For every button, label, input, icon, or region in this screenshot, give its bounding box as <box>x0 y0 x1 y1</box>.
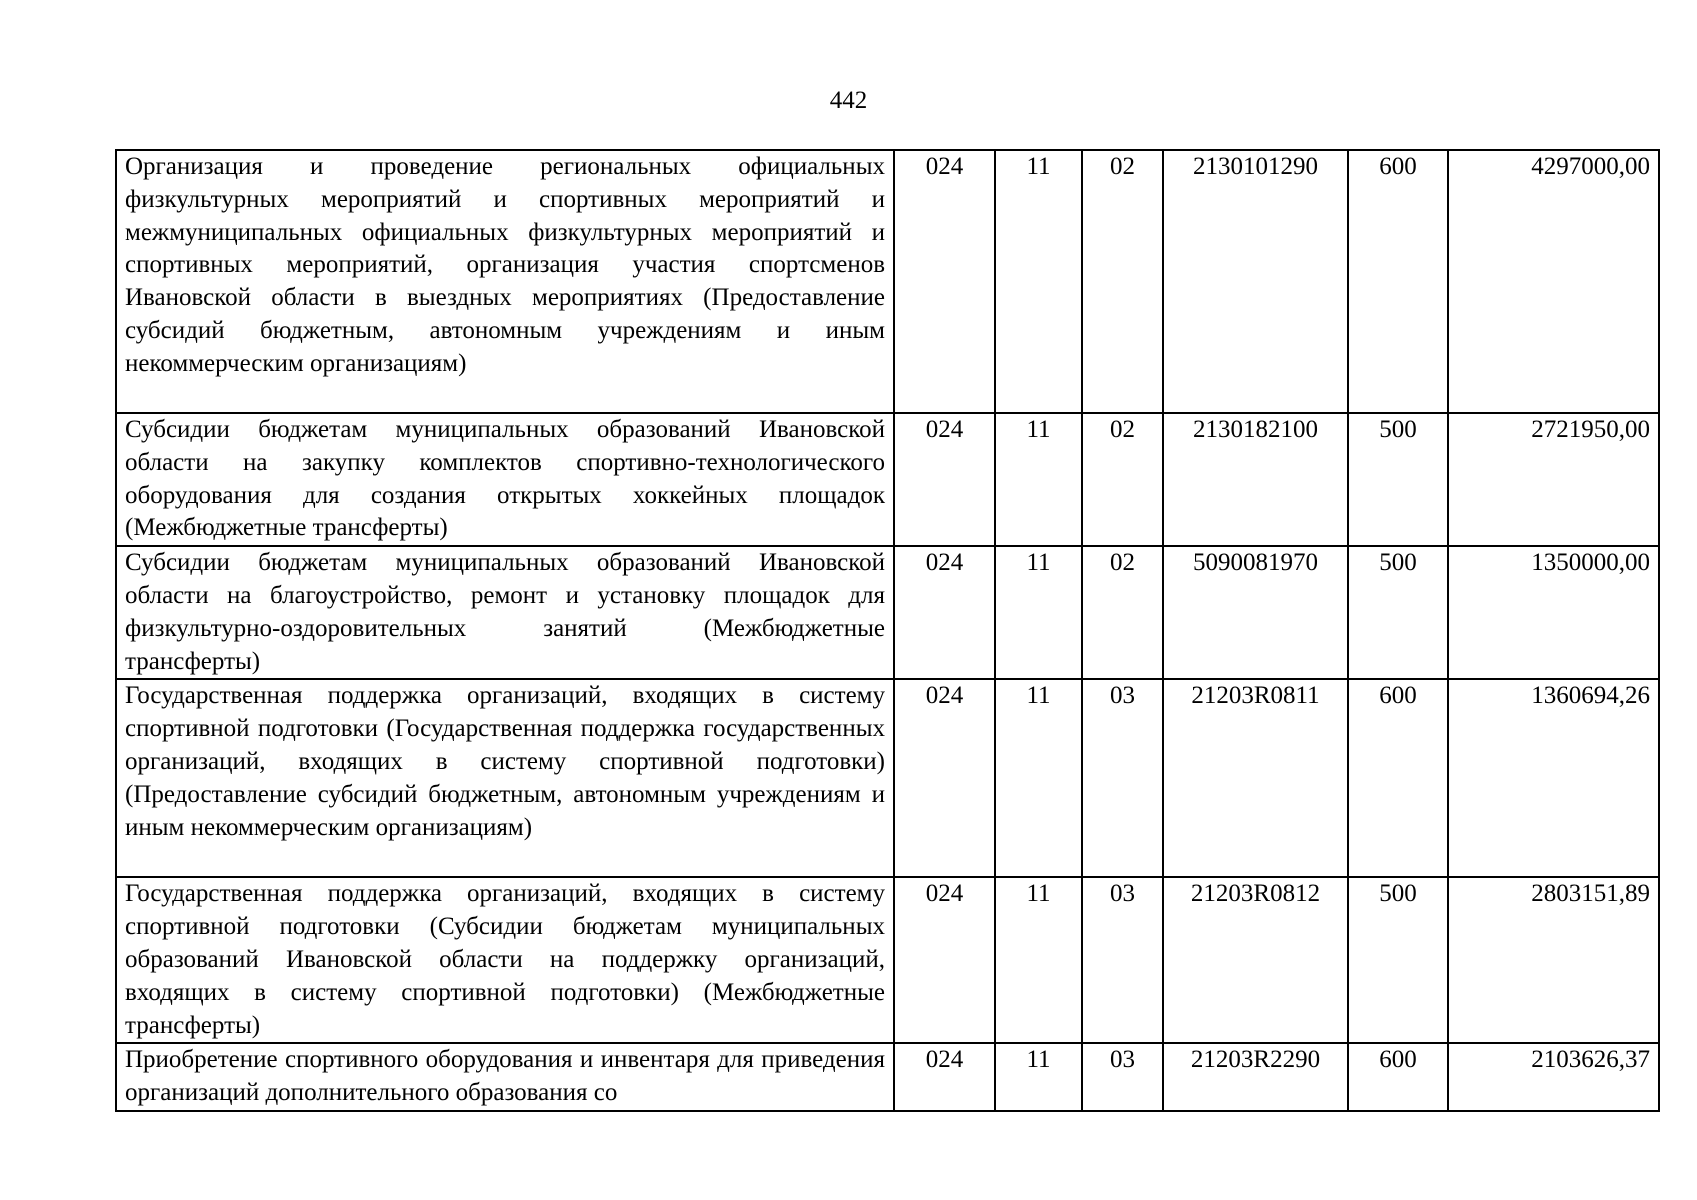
amount-cell: 2721950,00 <box>1448 413 1659 546</box>
expense-name-cell: Субсидии бюджетам муниципальных образований Ивановской области на благоустройство, ремонт и установку площадок для физкультурно-оздоровительных занятий (Межбюджетные трансферты) <box>116 546 894 679</box>
target-article-cell: 21203R2290 <box>1163 1043 1348 1111</box>
target-article-cell: 2130182100 <box>1163 413 1348 546</box>
expense-name-cell: Организация и проведение региональных официальных физкультурных мероприятий и спортивных мероприятий и межмуниципальных официальных физкультурных мероприятий и спортивных мероприятий, организация участия спортсменов Ивановской области в выездных мероприятиях (Предоставление субсидий бюджетным, автономным учреждениям и иным некоммерческим организациям) <box>116 150 894 413</box>
target-article-cell: 2130101290 <box>1163 150 1348 413</box>
section-code-cell: 11 <box>995 546 1082 679</box>
subsection-code-cell: 02 <box>1082 150 1163 413</box>
table-row <box>116 877 1659 1043</box>
amount-cell: 2103626,37 <box>1448 1043 1659 1111</box>
amount-cell: 1360694,26 <box>1448 679 1659 877</box>
amount-cell: 4297000,00 <box>1448 150 1659 413</box>
ministry-code-cell: 024 <box>894 1043 995 1111</box>
section-code-cell: 11 <box>995 1043 1082 1111</box>
target-article-cell: 21203R0811 <box>1163 679 1348 877</box>
table-row <box>116 546 1659 679</box>
ministry-code-cell: 024 <box>894 546 995 679</box>
section-code-cell: 11 <box>995 150 1082 413</box>
amount-cell: 2803151,89 <box>1448 877 1659 1043</box>
expense-type-cell: 600 <box>1348 1043 1448 1111</box>
expense-name-cell: Приобретение спортивного оборудования и инвентаря для приведения организаций дополнительного образования со <box>116 1043 894 1111</box>
section-code-cell: 11 <box>995 413 1082 546</box>
expense-type-cell: 600 <box>1348 679 1448 877</box>
expense-type-cell: 500 <box>1348 546 1448 679</box>
expense-type-cell: 500 <box>1348 413 1448 546</box>
expense-type-cell: 500 <box>1348 877 1448 1043</box>
subsection-code-cell: 03 <box>1082 1043 1163 1111</box>
table-row <box>116 413 1659 546</box>
table-row <box>116 1043 1659 1111</box>
ministry-code-cell: 024 <box>894 150 995 413</box>
expense-name-cell: Государственная поддержка организаций, входящих в систему спортивной подготовки (Субсидии бюджетам муниципальных образований Ивановской области на поддержку организаций, входящих в систему спортивной подготовки) (Межбюджетные трансферты) <box>116 877 894 1043</box>
ministry-code-cell: 024 <box>894 679 995 877</box>
section-code-cell: 11 <box>995 877 1082 1043</box>
target-article-cell: 21203R0812 <box>1163 877 1348 1043</box>
subsection-code-cell: 02 <box>1082 546 1163 679</box>
budget-table <box>115 149 1660 1112</box>
page-number: 442 <box>829 87 868 114</box>
subsection-code-cell: 03 <box>1082 679 1163 877</box>
subsection-code-cell: 02 <box>1082 413 1163 546</box>
ministry-code-cell: 024 <box>894 413 995 546</box>
ministry-code-cell: 024 <box>894 877 995 1043</box>
expense-type-cell: 600 <box>1348 150 1448 413</box>
table-row <box>116 679 1659 877</box>
amount-cell: 1350000,00 <box>1448 546 1659 679</box>
subsection-code-cell: 03 <box>1082 877 1163 1043</box>
expense-name-cell: Государственная поддержка организаций, входящих в систему спортивной подготовки (Государственная поддержка государственных организаций, входящих в систему спортивной подготовки) (Предоставление субсидий бюджетным, автономным учреждениям и иным некоммерческим организациям) <box>116 679 894 877</box>
expense-name-cell: Субсидии бюджетам муниципальных образований Ивановской области на закупку комплектов спортивно-технологического оборудования для создания открытых хоккейных площадок (Межбюджетные трансферты) <box>116 413 894 546</box>
target-article-cell: 5090081970 <box>1163 546 1348 679</box>
table-row <box>116 150 1659 413</box>
section-code-cell: 11 <box>995 679 1082 877</box>
